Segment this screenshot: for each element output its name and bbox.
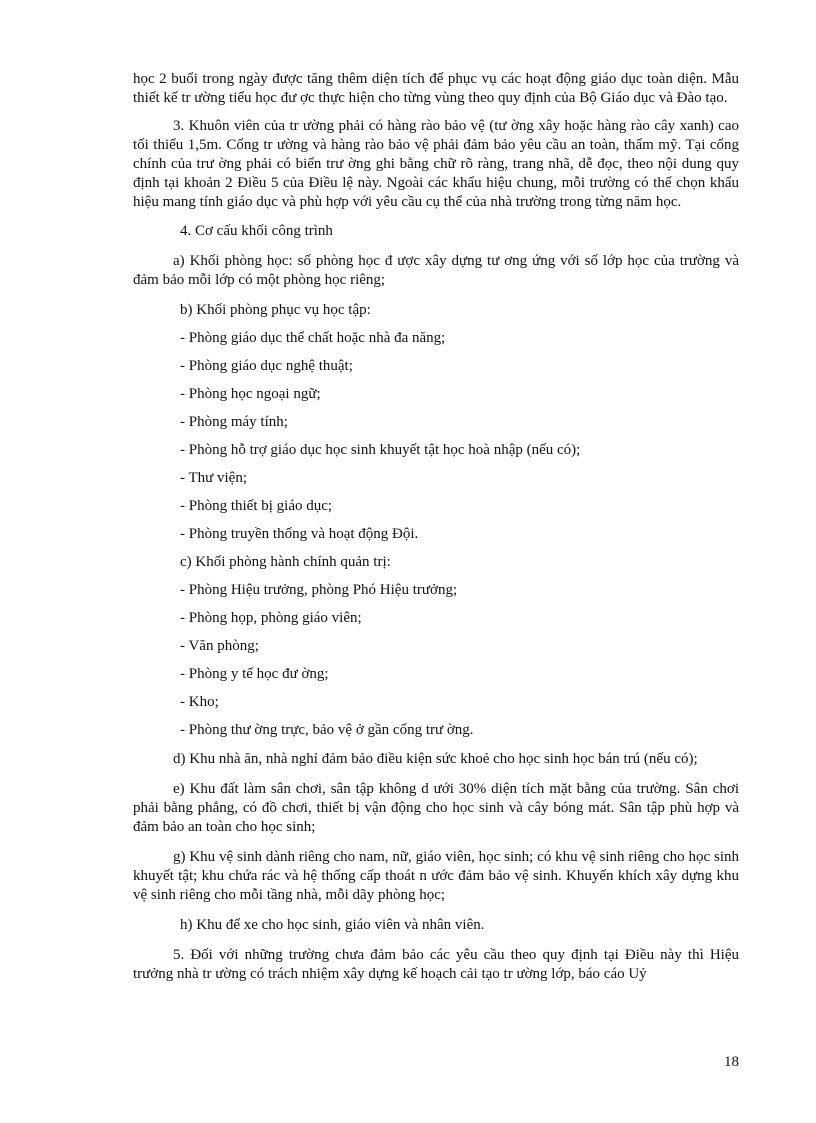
- list-item: - Phòng Hiệu trưởng, phòng Phó Hiệu trưởng;: [180, 582, 458, 598]
- list-item: - Thư viện;: [180, 470, 248, 486]
- list-item: - Phòng giáo dục nghệ thuật;: [180, 358, 353, 374]
- paragraph-section-3: 3. Khuôn viên của tr ường phải có hàng rào bảo vệ (tư ờng xây hoặc hàng rào cây xanh) cao tối thiểu 1,5m. Cổng tr ường và hàng rào bảo vệ phải đảm bảo yêu cầu an toàn, thẩm mỹ. Tại cổng chính của trư ờng phải có biển trư ờng ghi bằng chữ rõ ràng, trang nhã, dễ đọc, theo nội dung quy định tại khoản 2 Điều 5 của Điều lệ này. Ngoài các khẩu hiệu chung, mỗi trường có thể chọn khẩu hiệu mang tính giáo dục và phù hợp với yêu cầu cụ thể của nhà trường trong từng năm học.: [133, 118, 739, 210]
- paragraph-item-e: e) Khu đất làm sân chơi, sân tập không d ưới 30% diện tích mặt bằng của trường. Sân chơi phải bằng phẳng, có đồ chơi, thiết bị vận động cho học sinh và cây bóng mát. Sân tập phù hợp và đảm bảo an toàn cho học sinh;: [133, 781, 739, 835]
- paragraph-item-c: c) Khối phòng hành chính quản trị:: [180, 554, 391, 570]
- paragraph-item-g: g) Khu vệ sinh dành riêng cho nam, nữ, giáo viên, học sinh; có khu vệ sinh riêng cho học sinh khuyết tật; khu chứa rác và hệ thống cấp thoát n ước đảm bảo vệ sinh. Khuyến khích xây dựng khu vệ sinh riêng cho mỗi tầng nhà, mỗi dãy phòng học;: [133, 849, 739, 903]
- paragraph-item-d: d) Khu nhà ăn, nhà nghỉ đảm bảo điều kiện sức khoẻ cho học sinh học bán trú (nếu có);: [173, 751, 698, 767]
- paragraph-item-b: b) Khối phòng phục vụ học tập:: [180, 302, 371, 318]
- paragraph-item-h: h) Khu để xe cho học sinh, giáo viên và nhân viên.: [180, 917, 485, 933]
- list-item: - Phòng thiết bị giáo dục;: [180, 498, 333, 514]
- list-item: - Phòng máy tính;: [180, 414, 288, 430]
- paragraph-continuation: học 2 buổi trong ngày được tăng thêm diện tích để phục vụ các hoạt động giáo dục toàn diện. Mẫu thiết kế tr ường tiểu học đư ợc thực hiện cho từng vùng theo quy định của Bộ Giáo dục và Đào tạo.: [133, 71, 739, 106]
- paragraph-section-5: 5. Đối với những trường chưa đảm bảo các yêu cầu theo quy định tại Điều này thì Hiệu trưởng nhà tr ường có trách nhiệm xây dựng kế hoạch cải tạo tr ường lớp, báo cáo Uỷ: [133, 947, 739, 982]
- list-item: - Kho;: [180, 694, 219, 710]
- list-item: - Văn phòng;: [180, 638, 259, 654]
- list-item: - Phòng y tế học đư ờng;: [180, 666, 329, 682]
- heading-section-4: 4. Cơ cấu khối công trình: [180, 223, 333, 239]
- list-item: - Phòng hỗ trợ giáo dục học sinh khuyết tật học hoà nhập (nếu có);: [180, 442, 581, 458]
- list-item: - Phòng học ngoại ngữ;: [180, 386, 321, 402]
- list-item: - Phòng truyền thống và hoạt động Đội.: [180, 526, 419, 542]
- paragraph-item-a: a) Khối phòng học: số phòng học đ ược xây dựng tư ơng ứng với số lớp học của trường và đảm bảo mỗi lớp có một phòng học riêng;: [133, 253, 739, 288]
- list-item: - Phòng thư ờng trực, bảo vệ ở gần cổng trư ờng.: [180, 722, 474, 738]
- list-item: - Phòng họp, phòng giáo viên;: [180, 610, 362, 626]
- list-item: - Phòng giáo dục thể chất hoặc nhà đa năng;: [180, 330, 446, 346]
- page-number: 18: [724, 1054, 739, 1070]
- document-body: [133, 70, 739, 984]
